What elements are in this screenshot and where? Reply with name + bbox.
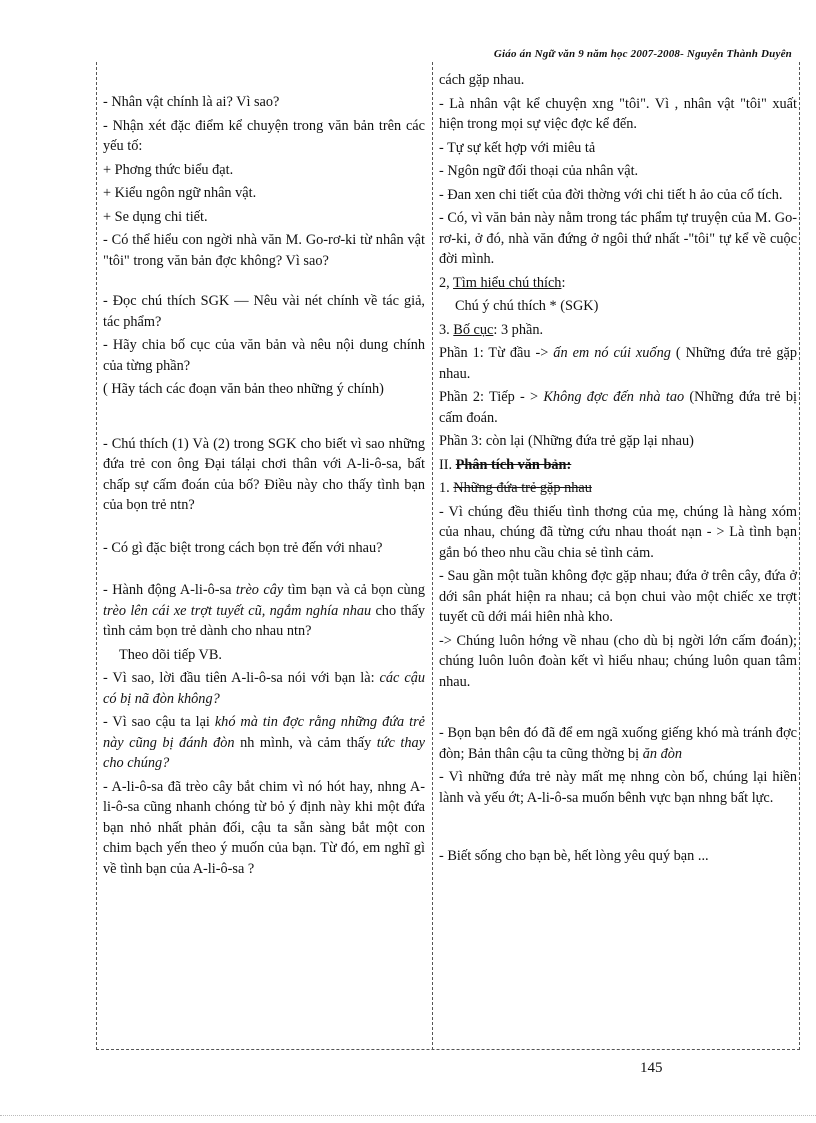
- part-three: Phần 3: còn lại (Những đứa trẻ gặp lại nhau): [439, 433, 694, 449]
- answer-always-together: -> Chúng luôn hớng về nhau (cho dù bị ngời lớn cấm đoán); chúng luôn luôn đoàn kết vì hiểu nhau; chúng luôn quan tâm nhau.: [439, 632, 797, 690]
- answer-lack-of-love: - Vì chúng đều thiếu tình thơng của mẹ, chúng là hàng xóm của nhau, chúng đã từng cứu nhau thoát nạn - > Là tình bạn gắn bó theo nhu cầu chia sẻ tình cảm.: [439, 503, 797, 561]
- part-two: Phần 2: Tiếp - > Không đợc đến nhà tao (Những đứa trẻ bị cấm đoán.: [439, 389, 797, 426]
- spacer: [439, 695, 797, 723]
- page-header: Giáo án Ngữ văn 9 năm học 2007-2008- Nguyễn Thành Duyên: [493, 48, 792, 60]
- heading-notes: 2, Tìm hiểu chú thích:: [439, 274, 566, 291]
- spacer: [439, 811, 797, 846]
- spacer: [103, 561, 425, 580]
- question-narration-features: - Nhận xét đặc điểm kể chuyện trong văn bản trên các yếu tố:: [103, 117, 425, 154]
- spacer: [103, 403, 425, 434]
- answer-dialogue-language: - Ngôn ngữ đối thoại của nhân vật.: [439, 163, 639, 179]
- page-number: 145: [640, 1060, 663, 1076]
- spacer: [103, 519, 425, 538]
- question-split-paragraphs: ( Hãy tách các đoạn văn bản theo những ý chính): [103, 381, 384, 397]
- question-main-character: - Nhân vật chính là ai? Vì sao?: [103, 94, 280, 110]
- question-first-words: - Vì sao, lời đầu tiên A-li-ô-sa nói với bạn là: các cậu có bị nã đòn không?: [103, 670, 425, 707]
- right-column: [439, 70, 797, 870]
- footer-dotted-line: [0, 1115, 816, 1116]
- question-notes-friendship: - Chú thích (1) Và (2) trong SGK cho biết vì sao những đứa trẻ con ông Đại tálại chơi thân với A-li-ô-sa, bất chấp sự cấm đoán của bố? Điều này cho thấy tình bạn của bọn trẻ ntn?: [103, 435, 425, 513]
- item-expression-mode: + Phơng thức biểu đạt.: [103, 161, 234, 178]
- question-bird-catching: - A-li-ô-sa đã trèo cây bắt chim vì nó hót hay, nhng A-li-ô-sa cũng nhanh chóng từ bỏ ý định này khi một đứa bạn nhỏ nhất phản đối, cậu ta sẵn sàng bắt một con chim bạch yến theo ý muốn của bạn. Từ đó, em nghĩ gì về tình bạn của A-li-ô-sa ?: [103, 778, 425, 877]
- left-column: [103, 92, 425, 882]
- question-layout: - Hãy chia bố cục của văn bản và nêu nội dung chính của từng phần?: [103, 337, 425, 374]
- notes-reference: Chú ý chú thích * (SGK): [455, 298, 599, 314]
- question-special-meeting: - Có gì đặc biệt trong cách bọn trẻ đến với nhau?: [103, 539, 383, 556]
- spacer: [103, 274, 425, 291]
- answer-narrative-description: - Tự sự kết hợp với miêu tả: [439, 139, 596, 156]
- heading-layout: 3. Bố cục: 3 phần.: [439, 321, 544, 338]
- answer-details: - Đan xen chi tiết của đời thờng với chi tiết h ảo của cổ tích.: [439, 186, 783, 203]
- item-language-type: + Kiểu ngôn ngữ nhân vật.: [103, 185, 257, 201]
- question-hard-to-believe: - Vì sao cậu ta lại khó mà tin đợc rằng những đứa trẻ này cũng bị đánh đòn nh mình, và cảm thấy tức thay cho chúng?: [103, 714, 425, 771]
- answer-week-apart: - Sau gần một tuần không đợc gặp nhau; đứa ở trên cây, đứa ở dới sân phát hiện ra nhau; cả bọn chui vào một chiếc xe trợt tuyết cũ dới mái hiên nhà kho.: [439, 568, 797, 625]
- column-divider: [432, 62, 433, 1050]
- answer-beaten: - Bọn bạn bên đó đã để em ngã xuống giếng khó mà tránh đợc đòn; Bản thân cậu ta cũng thờng bị ăn đòn: [439, 725, 797, 762]
- answer-motherless: - Vì những đứa trẻ này mất mẹ nhng còn bố, chúng lại hiền lành và yếu ớt; A-li-ô-sa muốn bênh vực bạn nhng bất lực.: [439, 769, 797, 806]
- question-actions: - Hành động A-li-ô-sa trèo cây tìm bạn và cả bọn cùng trèo lên cái xe trợt tuyết cũ, ngắm nghía nhau cho thấy tình cảm bọn trẻ dành cho nhau ntn?: [103, 582, 426, 639]
- question-author-through-character: - Có thể hiểu con ngời nhà văn M. Go-rơ-ki từ nhân vật "tôi" trong văn bản đợc không? Vì sao?: [103, 232, 425, 269]
- heading-children-meet: 1. Những đứa trẻ gặp nhau: [439, 480, 592, 496]
- item-detail-usage: + Se dụng chi tiết.: [103, 208, 208, 225]
- answer-meeting-way: cách gặp nhau.: [439, 72, 525, 88]
- instruction-follow-text: Theo dõi tiếp VB.: [119, 646, 222, 663]
- answer-narrator: - Là nhân vật kể chuyện xng "tôi". Vì , nhân vật "tôi" xuất hiện trong mọi sự việc đợc kể đến.: [439, 95, 797, 132]
- heading-analysis: II. Phân tích văn bản:: [439, 456, 572, 473]
- question-read-notes: - Đọc chú thích SGK — Nêu vài nét chính về tác giả, tác phẩm?: [103, 293, 425, 330]
- part-one: Phần 1: Từ đầu -> ấn em nó cúi xuống ( Những đứa trẻ gặp nhau.: [439, 345, 797, 382]
- answer-live-for-friends: - Biết sống cho bạn bè, hết lòng yêu quý bạn ...: [439, 848, 709, 864]
- answer-autobiography: - Có, vì văn bản này nằm trong tác phẩm tự truyện của M. Go-rơ-ki, ở đó, nhà văn đứng ở ngôi thứ nhất -"tôi" tự kể về cuộc đời mình.: [439, 210, 797, 267]
